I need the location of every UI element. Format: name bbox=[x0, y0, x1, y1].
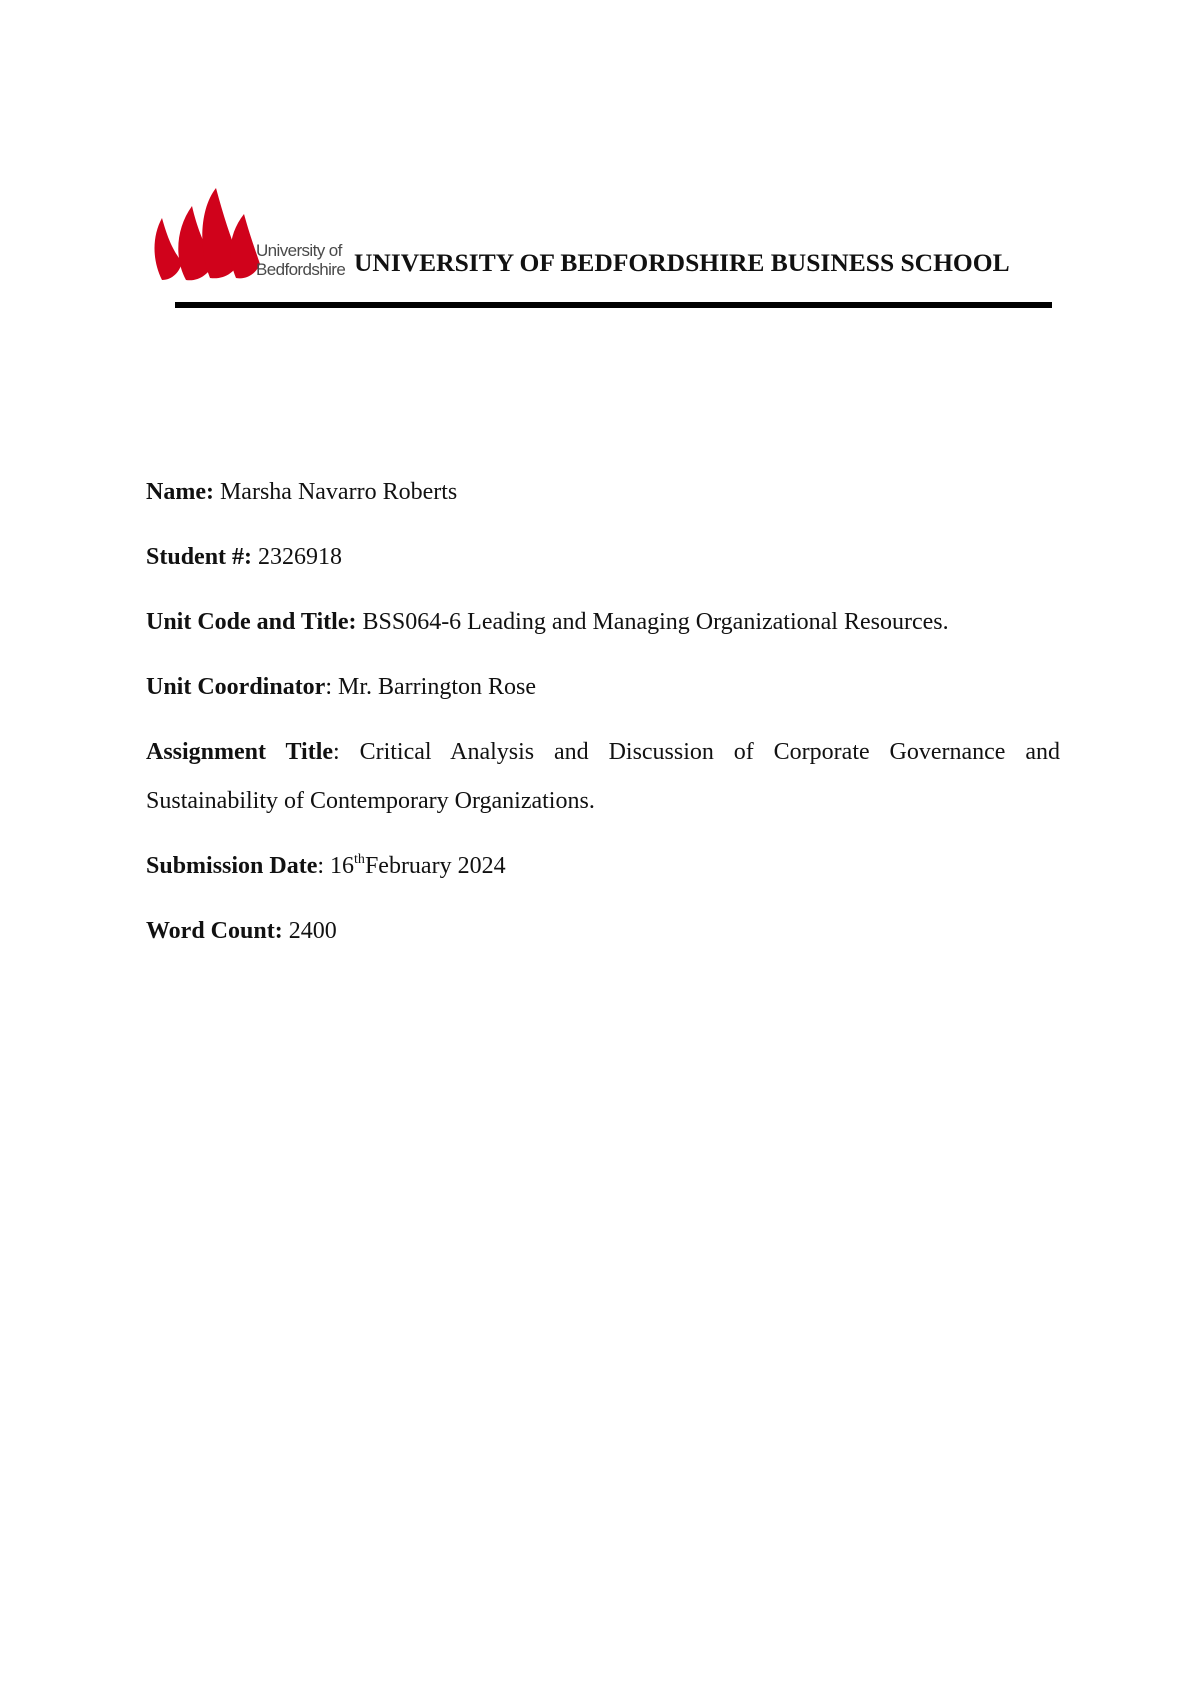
field-unit-coordinator-label: Unit Coordinator bbox=[146, 674, 326, 700]
field-unit-coordinator-sep: : bbox=[325, 674, 333, 700]
field-student-number-label: Student #: bbox=[146, 544, 253, 570]
school-name: UNIVERSITY OF BEDFORDSHIRE BUSINESS SCHOOL bbox=[354, 248, 1010, 277]
field-assignment-title bbox=[146, 728, 1060, 826]
logo-wordmark-line2: Bedfordshire bbox=[256, 260, 346, 279]
field-assignment-title-value: Critical Analysis and Discussion of Corporate Governance and Sustainability of Contemporary Organizations. bbox=[146, 739, 1061, 814]
document-header bbox=[148, 148, 1048, 308]
field-assignment-title-sep: : bbox=[333, 739, 340, 765]
field-unit-code-title-label: Unit Code and Title: bbox=[146, 609, 357, 635]
field-name-value: Marsha Navarro Roberts bbox=[219, 479, 458, 505]
field-name-label: Name: bbox=[146, 479, 214, 505]
logo-wordmark bbox=[256, 241, 345, 279]
field-submission-date-sep: : bbox=[317, 853, 325, 879]
field-unit-code-title-value: BSS064-6 Leading and Managing Organizational Resources. bbox=[362, 609, 949, 635]
field-student-number bbox=[146, 533, 1060, 582]
field-unit-coordinator-value: Mr. Barrington Rose bbox=[338, 674, 537, 700]
field-student-number-value: 2326918 bbox=[258, 544, 343, 570]
cover-details bbox=[146, 468, 1060, 972]
header-divider bbox=[175, 302, 1052, 308]
university-logo bbox=[148, 148, 346, 296]
field-word-count bbox=[146, 907, 1060, 956]
field-word-count-value: 2400 bbox=[288, 918, 337, 944]
field-submission-date bbox=[146, 842, 1060, 891]
field-name bbox=[146, 468, 1060, 517]
field-unit-coordinator bbox=[146, 663, 1060, 712]
field-word-count-label: Word Count: bbox=[146, 918, 283, 944]
field-unit-code-title bbox=[146, 598, 1060, 647]
field-submission-date-suffix: th bbox=[354, 852, 365, 867]
field-submission-date-day: 16 bbox=[330, 853, 355, 879]
field-submission-date-rest: February 2024 bbox=[364, 853, 506, 879]
field-submission-date-label: Submission Date bbox=[146, 853, 318, 879]
logo-wordmark-line1: University of bbox=[256, 241, 342, 260]
field-assignment-title-label: Assignment Title bbox=[146, 739, 334, 765]
